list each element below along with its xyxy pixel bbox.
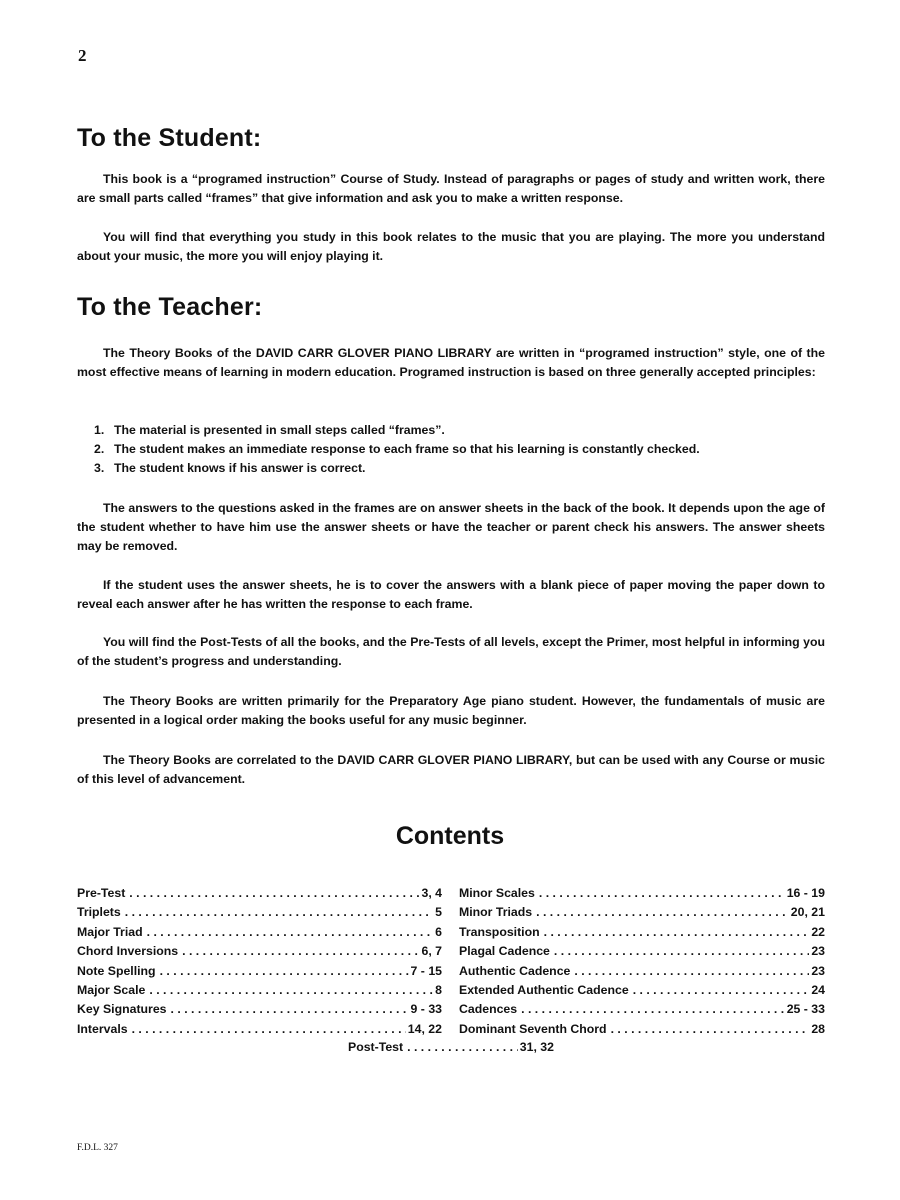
toc-entry: [459, 1000, 825, 1019]
toc-entry-page: 31, 32: [519, 1040, 554, 1054]
toc-entry: [77, 1000, 442, 1019]
toc-entry-page: 5: [435, 905, 442, 920]
principle-text: The student makes an immediate response to each frame so that his learning is constantly checked.: [114, 442, 700, 456]
toc-leader-dots: [182, 942, 419, 961]
toc-entry-page: 16 - 19: [786, 886, 825, 900]
toc-leader-dots: [160, 962, 409, 981]
toc-entry-title: Triplets: [77, 905, 121, 920]
toc-entry: [459, 962, 825, 981]
toc-entry-page: 25 - 33: [786, 1002, 825, 1017]
toc-leader-dots: [125, 903, 433, 922]
toc-entry: [459, 903, 825, 922]
toc-entry: [459, 981, 825, 1000]
toc-leader-dots: [544, 923, 810, 942]
toc-entry-title: Pre-Test: [77, 886, 126, 900]
toc-entry-title: Dominant Seventh Chord: [459, 1021, 607, 1036]
toc-entry-title: Major Scale: [77, 983, 146, 998]
toc-entry-page: 22: [811, 924, 825, 939]
toc-entry: [77, 923, 442, 942]
toc-entry-title: Note Spelling: [77, 963, 156, 978]
principle-text: The material is presented in small steps called “frames”.: [114, 423, 445, 437]
toc-leader-dots: [149, 981, 433, 1000]
toc-entry: [459, 942, 825, 961]
toc-entry-title: Cadences: [459, 1002, 518, 1017]
teacher-paragraph: If the student uses the answer sheets, he is to cover the answers with a blank piece of paper moving the paper down to reveal each answer after he has written the response to each frame.: [77, 578, 825, 611]
toc-entry-page: 14, 22: [407, 1021, 442, 1036]
toc-leader-dots: [611, 1020, 810, 1039]
toc-entry-title: Plagal Cadence: [459, 944, 550, 959]
contents-left-column: [77, 884, 442, 1039]
toc-entry-title: Key Signatures: [77, 1002, 167, 1017]
toc-entry-page: 23: [811, 963, 825, 978]
toc-leader-dots: [554, 942, 809, 961]
teacher-paragraph: The answers to the questions asked in the frames are on answer sheets in the back of the book. It depends upon the age of the student whether to have him use the answer sheets or have the teacher or parent check his answers. The answer sheets may be removed.: [77, 501, 825, 553]
principle-number: 3.: [94, 461, 105, 475]
toc-entry-page: 24: [811, 983, 825, 998]
toc-leader-dots: [539, 884, 785, 903]
teacher-paragraph: The Theory Books are written primarily for the Preparatory Age piano student. However, the fundamentals of music are presented in a logical order making the books useful for any music beginner.: [77, 694, 825, 727]
toc-entry-page: 9 - 33: [410, 1002, 442, 1017]
principle-number: 2.: [94, 442, 105, 456]
toc-entry: [77, 903, 442, 922]
toc-leader-dots: [574, 962, 809, 981]
toc-entry-page: 3, 4: [421, 886, 442, 900]
toc-entry-title: Authentic Cadence: [459, 963, 571, 978]
toc-entry-page: 23: [811, 944, 825, 959]
toc-entry: [77, 981, 442, 1000]
teacher-paragraph: You will find the Post-Tests of all the books, and the Pre-Tests of all levels, except the Primer, most helpful in informing you of the student’s progress and understanding.: [77, 635, 825, 668]
toc-entry: [459, 884, 825, 903]
toc-entry-title: Minor Scales: [459, 886, 535, 900]
toc-entry: [77, 884, 442, 903]
toc-entry: [77, 1020, 442, 1039]
principle-item: [94, 421, 700, 440]
toc-entry-page: 6: [435, 924, 442, 939]
toc-entry-title: Extended Authentic Cadence: [459, 983, 629, 998]
toc-entry-page: 8: [435, 983, 442, 998]
contents-right-column: [459, 884, 825, 1039]
toc-entry-page: 7 - 15: [410, 963, 442, 978]
student-heading: To the Student:: [77, 124, 262, 152]
toc-leader-dots: [633, 981, 810, 1000]
toc-entry-page: 6, 7: [421, 944, 442, 959]
toc-entry-title: Chord Inversions: [77, 944, 179, 959]
toc-leader-dots: [521, 1000, 785, 1019]
toc-entry-post-test: [348, 1040, 554, 1054]
principle-item: [94, 459, 700, 478]
toc-entry: [459, 1020, 825, 1039]
toc-leader-dots: [129, 884, 419, 903]
footer-catalog-code: F.D.L. 327: [77, 1143, 118, 1153]
student-paragraph: This book is a “programed instruction” Course of Study. Instead of paragraphs or pages of study and written work, there are small parts called “frames” that give information and ask you to make a written response.: [77, 172, 825, 205]
toc-entry: [77, 962, 442, 981]
toc-entry-title: Minor Triads: [459, 905, 533, 920]
principle-text: The student knows if his answer is correct.: [114, 461, 366, 475]
teacher-intro: The Theory Books of the DAVID CARR GLOVER PIANO LIBRARY are written in “programed instruction” style, one of the most effective means of learning in modern education. Programed instruction is based on three generally accepted principles:: [77, 346, 825, 379]
toc-leader-dots: [147, 923, 434, 942]
student-paragraph: You will find that everything you study in this book relates to the music that you are playing. The more you understand about your music, the more you will enjoy playing it.: [77, 230, 825, 263]
toc-entry-title: Intervals: [77, 1021, 128, 1036]
principle-number: 1.: [94, 423, 105, 437]
principle-item: [94, 440, 700, 459]
toc-entry-page: 20, 21: [790, 905, 825, 920]
toc-entry-page: 28: [811, 1021, 825, 1036]
toc-entry-title: Post-Test: [348, 1040, 404, 1054]
principles-list: [94, 421, 700, 478]
toc-entry: [77, 942, 442, 961]
teacher-paragraph: The Theory Books are correlated to the DAVID CARR GLOVER PIANO LIBRARY, but can be used with any Course or music of this level of advancement.: [77, 753, 825, 786]
toc-leader-dots: [407, 1040, 518, 1054]
toc-leader-dots: [171, 1000, 409, 1019]
toc-leader-dots: [132, 1020, 406, 1039]
toc-entry-title: Transposition: [459, 924, 540, 939]
toc-leader-dots: [536, 903, 789, 922]
teacher-heading: To the Teacher:: [77, 293, 263, 321]
contents-title: Contents: [395, 822, 505, 850]
page-number: 2: [78, 46, 87, 65]
toc-entry: [459, 923, 825, 942]
toc-entry-title: Major Triad: [77, 924, 143, 939]
